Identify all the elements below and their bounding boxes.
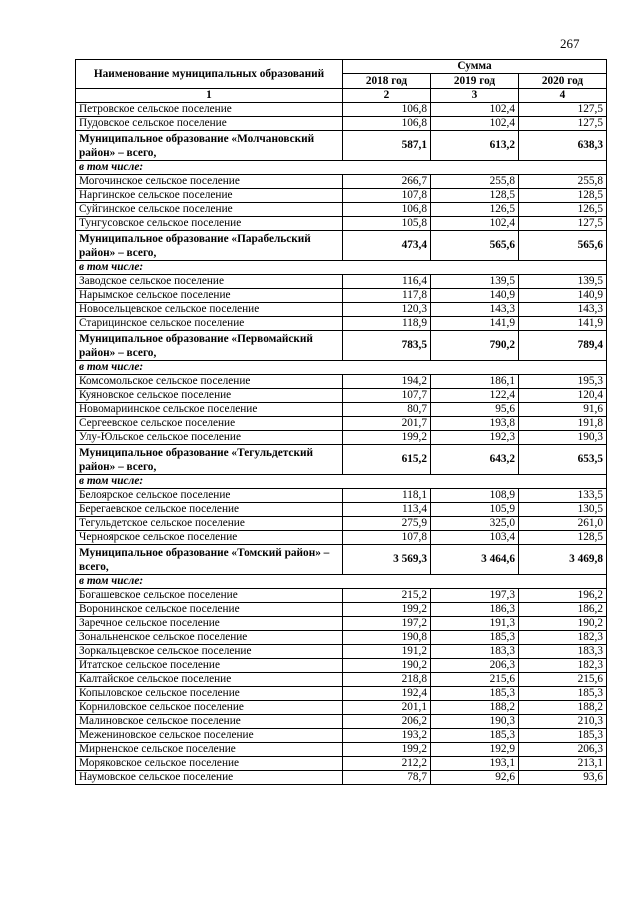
amount-2019: 255,8 bbox=[431, 175, 519, 189]
district-name: Муниципальное образование «Первомайский район» – всего, bbox=[76, 331, 343, 361]
settlement-row bbox=[76, 757, 607, 771]
settlement-name: Тегульдетское сельское поселение bbox=[76, 517, 343, 531]
settlement-name: Корниловское сельское поселение bbox=[76, 701, 343, 715]
settlement-name: Улу-Юльское сельское поселение bbox=[76, 431, 343, 445]
amount-2018: 107,8 bbox=[343, 531, 431, 545]
settlement-row bbox=[76, 743, 607, 757]
amount-2019: 140,9 bbox=[431, 289, 519, 303]
amount-2019: 185,3 bbox=[431, 631, 519, 645]
amount-2019: 325,0 bbox=[431, 517, 519, 531]
amount-2019: 186,1 bbox=[431, 375, 519, 389]
amount-2020: 213,1 bbox=[519, 757, 607, 771]
amount-2019: 790,2 bbox=[431, 331, 519, 361]
district-name: Муниципальное образование «Молчановский район» – всего, bbox=[76, 131, 343, 161]
settlement-row bbox=[76, 217, 607, 231]
amount-2019: 193,1 bbox=[431, 757, 519, 771]
amount-2019: 188,2 bbox=[431, 701, 519, 715]
amount-2020: 128,5 bbox=[519, 531, 607, 545]
amount-2018: 192,4 bbox=[343, 687, 431, 701]
settlement-name: Заводское сельское поселение bbox=[76, 275, 343, 289]
column-number: 3 bbox=[431, 89, 519, 103]
settlement-name: Комсомольское сельское поселение bbox=[76, 375, 343, 389]
amount-2018: 199,2 bbox=[343, 431, 431, 445]
amount-2018: 191,2 bbox=[343, 645, 431, 659]
settlement-row bbox=[76, 375, 607, 389]
settlement-row bbox=[76, 203, 607, 217]
settlement-name: Итатское сельское поселение bbox=[76, 659, 343, 673]
amount-2019: 95,6 bbox=[431, 403, 519, 417]
settlement-row bbox=[76, 289, 607, 303]
column-number: 1 bbox=[76, 89, 343, 103]
amount-2018: 194,2 bbox=[343, 375, 431, 389]
amount-2019: 192,3 bbox=[431, 431, 519, 445]
subheading-row bbox=[76, 475, 607, 489]
amount-2020: 182,3 bbox=[519, 659, 607, 673]
amount-2020: 188,2 bbox=[519, 701, 607, 715]
amount-2018: 266,7 bbox=[343, 175, 431, 189]
amount-2020: 133,5 bbox=[519, 489, 607, 503]
amount-2019: 193,8 bbox=[431, 417, 519, 431]
settlement-row bbox=[76, 645, 607, 659]
header-year-2018: 2018 год bbox=[343, 74, 431, 89]
header-sum: Сумма bbox=[343, 60, 607, 74]
amount-2020: 190,3 bbox=[519, 431, 607, 445]
settlement-row bbox=[76, 389, 607, 403]
amount-2018: 78,7 bbox=[343, 771, 431, 785]
settlement-row bbox=[76, 589, 607, 603]
settlement-name: Старицинское сельское поселение bbox=[76, 317, 343, 331]
settlement-name: Копыловское сельское поселение bbox=[76, 687, 343, 701]
settlement-name: Тунгусовское сельское поселение bbox=[76, 217, 343, 231]
amount-2020: 789,4 bbox=[519, 331, 607, 361]
amount-2019: 183,3 bbox=[431, 645, 519, 659]
settlement-row bbox=[76, 117, 607, 131]
amount-2020: 140,9 bbox=[519, 289, 607, 303]
subheading-row bbox=[76, 361, 607, 375]
table-body bbox=[76, 103, 607, 785]
settlement-name: Зональненское сельское поселение bbox=[76, 631, 343, 645]
settlement-name: Малиновское сельское поселение bbox=[76, 715, 343, 729]
header-year-2020: 2020 год bbox=[519, 74, 607, 89]
amount-2020: 565,6 bbox=[519, 231, 607, 261]
district-name: Муниципальное образование «Томский район» – всего, bbox=[76, 545, 343, 575]
settlement-row bbox=[76, 687, 607, 701]
settlement-name: Белоярское сельское поселение bbox=[76, 489, 343, 503]
amount-2020: 210,3 bbox=[519, 715, 607, 729]
district-name: Муниципальное образование «Парабельский район» – всего, bbox=[76, 231, 343, 261]
amount-2018: 215,2 bbox=[343, 589, 431, 603]
amount-2020: 143,3 bbox=[519, 303, 607, 317]
amount-2019: 122,4 bbox=[431, 389, 519, 403]
amount-2020: 91,6 bbox=[519, 403, 607, 417]
amount-2019: 143,3 bbox=[431, 303, 519, 317]
amount-2018: 473,4 bbox=[343, 231, 431, 261]
amount-2020: 139,5 bbox=[519, 275, 607, 289]
header-year-2019: 2019 год bbox=[431, 74, 519, 89]
amount-2018: 201,7 bbox=[343, 417, 431, 431]
amount-2019: 215,6 bbox=[431, 673, 519, 687]
subheading-row bbox=[76, 161, 607, 175]
column-number-row bbox=[76, 89, 607, 103]
amount-2018: 199,2 bbox=[343, 743, 431, 757]
settlement-row bbox=[76, 517, 607, 531]
settlement-row bbox=[76, 701, 607, 715]
amount-2018: 199,2 bbox=[343, 603, 431, 617]
settlement-row bbox=[76, 189, 607, 203]
amount-2020: 261,0 bbox=[519, 517, 607, 531]
settlement-row bbox=[76, 729, 607, 743]
amount-2019: 92,6 bbox=[431, 771, 519, 785]
amount-2018: 197,2 bbox=[343, 617, 431, 631]
settlement-name: Петровское сельское поселение bbox=[76, 103, 343, 117]
settlement-name: Новосельцевское сельское поселение bbox=[76, 303, 343, 317]
subheading-row bbox=[76, 261, 607, 275]
amount-2019: 102,4 bbox=[431, 217, 519, 231]
amount-2019: 206,3 bbox=[431, 659, 519, 673]
amount-2018: 783,5 bbox=[343, 331, 431, 361]
district-total-row bbox=[76, 231, 607, 261]
settlement-name: Могочинское сельское поселение bbox=[76, 175, 343, 189]
amount-2020: 127,5 bbox=[519, 217, 607, 231]
amount-2020: 127,5 bbox=[519, 103, 607, 117]
amount-2020: 126,5 bbox=[519, 203, 607, 217]
column-number: 4 bbox=[519, 89, 607, 103]
settlement-row bbox=[76, 175, 607, 189]
amount-2018: 113,4 bbox=[343, 503, 431, 517]
amount-2020: 206,3 bbox=[519, 743, 607, 757]
amount-2019: 3 464,6 bbox=[431, 545, 519, 575]
amount-2018: 190,8 bbox=[343, 631, 431, 645]
header-row bbox=[76, 60, 607, 74]
amount-2019: 191,3 bbox=[431, 617, 519, 631]
budget-table bbox=[75, 59, 607, 785]
column-number: 2 bbox=[343, 89, 431, 103]
settlement-row bbox=[76, 431, 607, 445]
amount-2019: 613,2 bbox=[431, 131, 519, 161]
settlement-name: Новомариинское сельское поселение bbox=[76, 403, 343, 417]
settlement-row bbox=[76, 617, 607, 631]
settlement-row bbox=[76, 317, 607, 331]
amount-2020: 196,2 bbox=[519, 589, 607, 603]
amount-2020: 638,3 bbox=[519, 131, 607, 161]
amount-2019: 197,3 bbox=[431, 589, 519, 603]
settlement-row bbox=[76, 103, 607, 117]
settlement-name: Зоркальцевское сельское поселение bbox=[76, 645, 343, 659]
settlement-row bbox=[76, 489, 607, 503]
settlement-name: Суйгинское сельское поселение bbox=[76, 203, 343, 217]
amount-2018: 120,3 bbox=[343, 303, 431, 317]
amount-2018: 193,2 bbox=[343, 729, 431, 743]
amount-2019: 108,9 bbox=[431, 489, 519, 503]
amount-2018: 206,2 bbox=[343, 715, 431, 729]
amount-2020: 185,3 bbox=[519, 687, 607, 701]
amount-2019: 139,5 bbox=[431, 275, 519, 289]
amount-2019: 102,4 bbox=[431, 103, 519, 117]
amount-2018: 118,1 bbox=[343, 489, 431, 503]
settlement-row bbox=[76, 771, 607, 785]
amount-2019: 643,2 bbox=[431, 445, 519, 475]
amount-2019: 186,3 bbox=[431, 603, 519, 617]
settlement-name: Берегаевское сельское поселение bbox=[76, 503, 343, 517]
amount-2018: 116,4 bbox=[343, 275, 431, 289]
amount-2020: 255,8 bbox=[519, 175, 607, 189]
settlement-name: Пудовское сельское поселение bbox=[76, 117, 343, 131]
amount-2018: 3 569,3 bbox=[343, 545, 431, 575]
amount-2020: 190,2 bbox=[519, 617, 607, 631]
district-total-row bbox=[76, 445, 607, 475]
settlement-name: Мирненское сельское поселение bbox=[76, 743, 343, 757]
district-total-row bbox=[76, 545, 607, 575]
amount-2020: 653,5 bbox=[519, 445, 607, 475]
amount-2018: 118,9 bbox=[343, 317, 431, 331]
amount-2019: 565,6 bbox=[431, 231, 519, 261]
amount-2018: 201,1 bbox=[343, 701, 431, 715]
settlement-row bbox=[76, 715, 607, 729]
settlement-name: Наумовское сельское поселение bbox=[76, 771, 343, 785]
amount-2018: 275,9 bbox=[343, 517, 431, 531]
amount-2018: 80,7 bbox=[343, 403, 431, 417]
amount-2018: 212,2 bbox=[343, 757, 431, 771]
amount-2020: 185,3 bbox=[519, 729, 607, 743]
amount-2018: 615,2 bbox=[343, 445, 431, 475]
amount-2020: 186,2 bbox=[519, 603, 607, 617]
amount-2019: 185,3 bbox=[431, 687, 519, 701]
subheading-label: в том числе: bbox=[76, 361, 607, 375]
amount-2019: 105,9 bbox=[431, 503, 519, 517]
district-name: Муниципальное образование «Тегульдетский район» – всего, bbox=[76, 445, 343, 475]
amount-2019: 190,3 bbox=[431, 715, 519, 729]
amount-2019: 185,3 bbox=[431, 729, 519, 743]
amount-2020: 3 469,8 bbox=[519, 545, 607, 575]
settlement-row bbox=[76, 631, 607, 645]
amount-2018: 106,8 bbox=[343, 103, 431, 117]
amount-2020: 128,5 bbox=[519, 189, 607, 203]
district-total-row bbox=[76, 331, 607, 361]
amount-2020: 127,5 bbox=[519, 117, 607, 131]
amount-2018: 107,8 bbox=[343, 189, 431, 203]
amount-2019: 128,5 bbox=[431, 189, 519, 203]
settlement-row bbox=[76, 417, 607, 431]
settlement-name: Межениновское сельское поселение bbox=[76, 729, 343, 743]
amount-2020: 120,4 bbox=[519, 389, 607, 403]
settlement-name: Калтайское сельское поселение bbox=[76, 673, 343, 687]
settlement-name: Куяновское сельское поселение bbox=[76, 389, 343, 403]
amount-2018: 107,7 bbox=[343, 389, 431, 403]
amount-2018: 105,8 bbox=[343, 217, 431, 231]
subheading-label: в том числе: bbox=[76, 575, 607, 589]
amount-2018: 587,1 bbox=[343, 131, 431, 161]
settlement-row bbox=[76, 659, 607, 673]
settlement-name: Воронинское сельское поселение bbox=[76, 603, 343, 617]
amount-2018: 218,8 bbox=[343, 673, 431, 687]
subheading-label: в том числе: bbox=[76, 475, 607, 489]
amount-2020: 191,8 bbox=[519, 417, 607, 431]
amount-2020: 141,9 bbox=[519, 317, 607, 331]
settlement-name: Сергеевское сельское поселение bbox=[76, 417, 343, 431]
settlement-row bbox=[76, 603, 607, 617]
settlement-name: Нарымское сельское поселение bbox=[76, 289, 343, 303]
settlement-row bbox=[76, 531, 607, 545]
district-total-row bbox=[76, 131, 607, 161]
settlement-name: Заречное сельское поселение bbox=[76, 617, 343, 631]
subheading-label: в том числе: bbox=[76, 161, 607, 175]
settlement-name: Черноярское сельское поселение bbox=[76, 531, 343, 545]
subheading-label: в том числе: bbox=[76, 261, 607, 275]
amount-2019: 192,9 bbox=[431, 743, 519, 757]
amount-2020: 93,6 bbox=[519, 771, 607, 785]
amount-2020: 182,3 bbox=[519, 631, 607, 645]
settlement-row bbox=[76, 275, 607, 289]
settlement-name: Богашевское сельское поселение bbox=[76, 589, 343, 603]
header-name: Наименование муниципальных образований bbox=[76, 60, 343, 89]
settlement-name: Моряковское сельское поселение bbox=[76, 757, 343, 771]
settlement-name: Наргинское сельское поселение bbox=[76, 189, 343, 203]
settlement-row bbox=[76, 403, 607, 417]
settlement-row bbox=[76, 673, 607, 687]
amount-2020: 130,5 bbox=[519, 503, 607, 517]
settlement-row bbox=[76, 303, 607, 317]
amount-2018: 190,2 bbox=[343, 659, 431, 673]
amount-2020: 195,3 bbox=[519, 375, 607, 389]
amount-2019: 102,4 bbox=[431, 117, 519, 131]
settlement-row bbox=[76, 503, 607, 517]
amount-2018: 117,8 bbox=[343, 289, 431, 303]
amount-2019: 103,4 bbox=[431, 531, 519, 545]
amount-2020: 183,3 bbox=[519, 645, 607, 659]
amount-2018: 106,8 bbox=[343, 203, 431, 217]
amount-2018: 106,8 bbox=[343, 117, 431, 131]
page-number: 267 bbox=[560, 36, 580, 51]
amount-2019: 126,5 bbox=[431, 203, 519, 217]
subheading-row bbox=[76, 575, 607, 589]
amount-2020: 215,6 bbox=[519, 673, 607, 687]
amount-2019: 141,9 bbox=[431, 317, 519, 331]
